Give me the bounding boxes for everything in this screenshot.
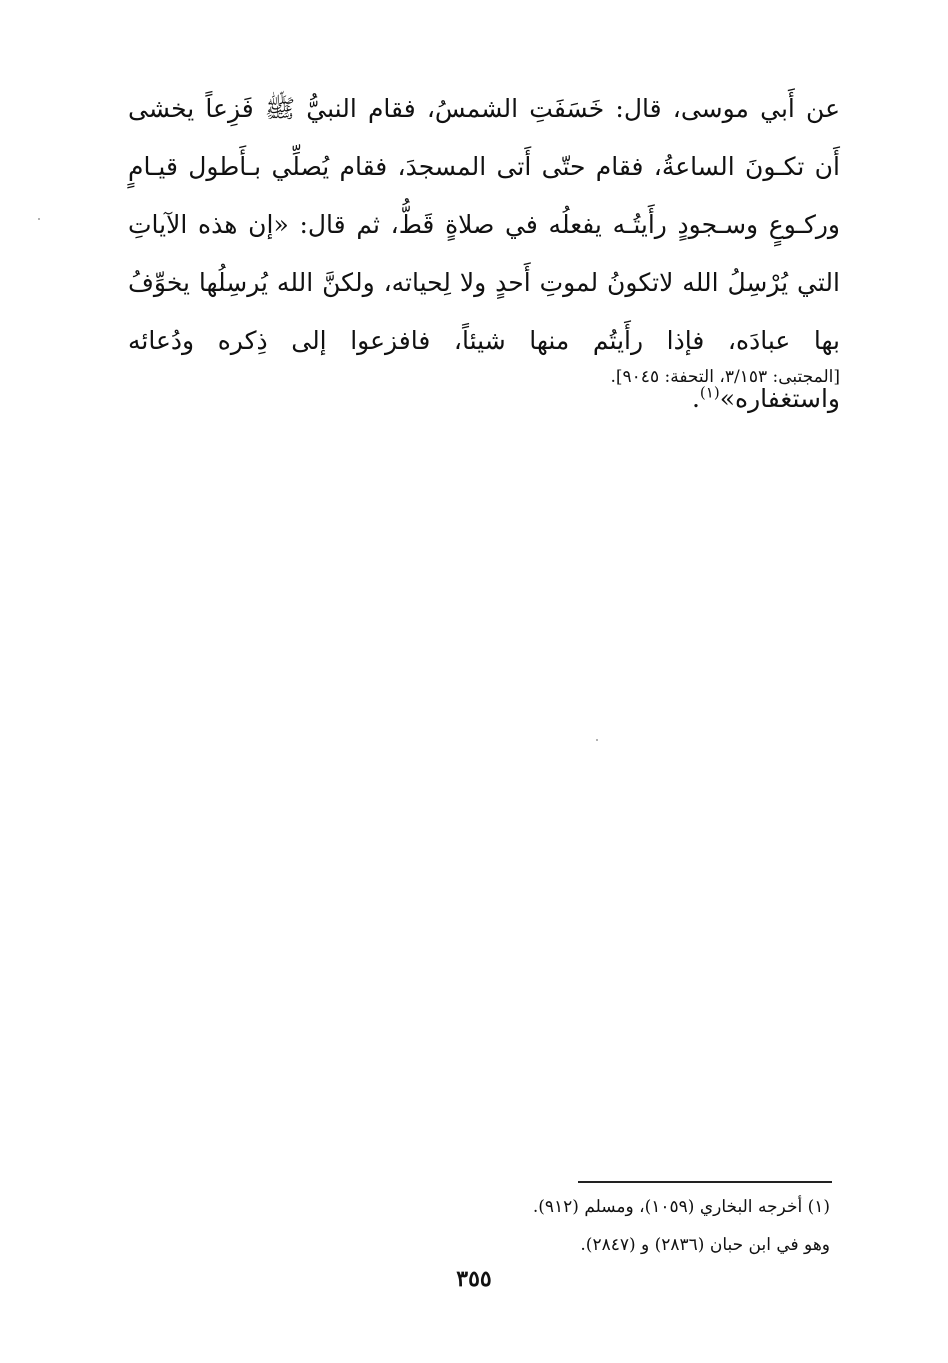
footnote-marker: (١) bbox=[699, 383, 720, 402]
footnote-line-1: (١) أخرجه البخاري (١٠٥٩)، ومسلم (٩١٢). bbox=[532, 1197, 830, 1217]
hadith-end-period: . bbox=[691, 384, 700, 413]
footnotes bbox=[300, 1188, 830, 1264]
hadith-body: عن أَبي موسى، قال: خَسَفَتِ الشمسُ، فقام النبيُّ ﷺ فَزِعاً يخشى أَن تكـونَ الساعةُ، فقام حتّى أَتى المسجدَ، فقام يُصلِّي بـأَطول قيـامٍ وركـوعٍ وسـجودٍ رأَيتُـه يفعلُه في صلاةٍ قَطُّ، ثم قال: «إن هذه الآياتِ التي يُرْسِلُ الله لاتكونُ لموتِ أَحدٍ ولا لِحياته، ولكنَّ الله يُرسِلُها يخوِّفُ بها عبادَه، فإذا رأَيتُم منها شيئاً، فافزعوا إلى ذِكره ودُعائه واستغفاره» bbox=[128, 94, 840, 413]
scan-speck bbox=[596, 739, 598, 741]
footnote-divider bbox=[578, 1181, 832, 1183]
source-reference: [المجتبى: ٣/١٥٣، التحفة: ٩٠٤٥]. bbox=[610, 367, 840, 387]
page-number: ٣٥٥ bbox=[456, 1266, 492, 1292]
footnote-line-2: وهو في ابن حبان (٢٨٣٦) و (٢٨٤٧). bbox=[580, 1235, 830, 1255]
scan-speck bbox=[38, 218, 40, 220]
